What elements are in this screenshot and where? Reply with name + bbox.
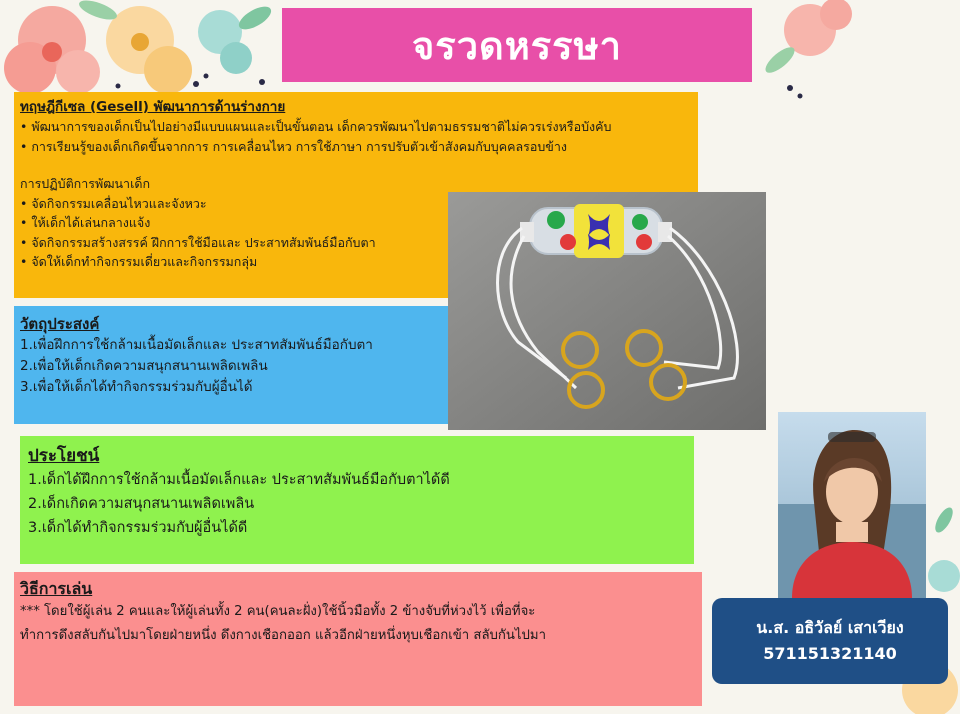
theory-heading: ทฤษฎีกีเซล (Gesell) พัฒนาการด้านร่างกาย xyxy=(20,99,286,115)
practice-item: • ให้เด็กได้เล่นกลางแจ้ง xyxy=(20,215,151,230)
theory-point: • การเรียนรู้ของเด็กเกิดขึ้นจากการ การเคลื่อนไหว การใช้ภาษา การปรับตัวเข้าสังคมกับบุคคลรอบข้าง xyxy=(20,138,567,154)
theory-point: • พัฒนาการของเด็กเป็นไปอย่างมีแบบแผนและเป็นขั้นตอน เด็กควรพัฒนาไปตามธรรมชาติไม่ควรเร่งหรือบังคับ xyxy=(20,119,612,134)
benefit-item: 1.เด็กได้ฝึกการใช้กล้ามเนื้อมัดเล็กและ ประสาทสัมพันธ์มือกับตาได้ดี xyxy=(28,472,450,488)
objective-heading: วัตถุประสงค์ xyxy=(20,315,100,333)
author-student-id: 571151321140 xyxy=(763,644,897,663)
howto-heading: วิธีการเล่น xyxy=(20,579,93,598)
flower-top-left xyxy=(4,0,275,94)
title-banner xyxy=(282,8,752,82)
toy-photo xyxy=(448,192,766,430)
practice-item: • จัดกิจกรรมเคลื่อนไหวและจังหวะ xyxy=(20,195,207,211)
benefit-panel xyxy=(20,436,694,564)
practice-item: • จัดกิจกรรมสร้างสรรค์ ฝึกการใช้มือและ ประสาทสัมพันธ์มือกับตา xyxy=(20,234,376,250)
page-title: จรวดหรรษา xyxy=(412,23,622,68)
benefit-heading: ประโยชน์ xyxy=(28,446,100,466)
objective-item: 3.เพื่อให้เด็กได้ทำกิจกรรมร่วมกับผู้อื่นได้ xyxy=(20,379,253,395)
practice-title: การปฏิบัติการพัฒนาเด็ก xyxy=(20,176,151,191)
objective-panel xyxy=(14,306,452,424)
author-photo xyxy=(778,412,926,598)
objective-item: 1.เพื่อฝึกการใช้กล้ามเนื้อมัดเล็กและ ประสาทสัมพันธ์มือกับตา xyxy=(20,337,373,353)
howto-panel xyxy=(14,572,702,706)
howto-line: ทำการดึงสลับกันไปมาโดยฝ่ายหนึ่ง ดึงกางเชือกออก แล้วอีกฝ่ายหนึ่งหุบเชือกเข้า สลับกันไปมา xyxy=(20,628,547,643)
author-name-card xyxy=(712,598,948,684)
flower-top-right xyxy=(762,0,852,99)
benefit-item: 3.เด็กได้ทำกิจกรรมร่วมกับผู้อื่นได้ดี xyxy=(28,520,248,536)
objective-item: 2.เพื่อให้เด็กเกิดความสนุกสนานเพลิดเพลิน xyxy=(20,358,268,374)
author-name: น.ส. อธิวัลย์ เสาเวียง xyxy=(756,618,904,637)
benefit-item: 2.เด็กเกิดความสนุกสนานเพลิดเพลิน xyxy=(28,496,255,512)
howto-line: *** โดยใช้ผู้เล่น 2 คนและให้ผู้เล่นทั้ง 2 คน(คนละฝั่ง)ใช้นิ้วมือทั้ง 2 ข้างจับที่ห่วงไว้ เพื่อที่จะ xyxy=(20,604,536,619)
practice-item: • จัดให้เด็กทำกิจกรรมเดี่ยวและกิจกรรมกลุ่ม xyxy=(20,254,258,269)
